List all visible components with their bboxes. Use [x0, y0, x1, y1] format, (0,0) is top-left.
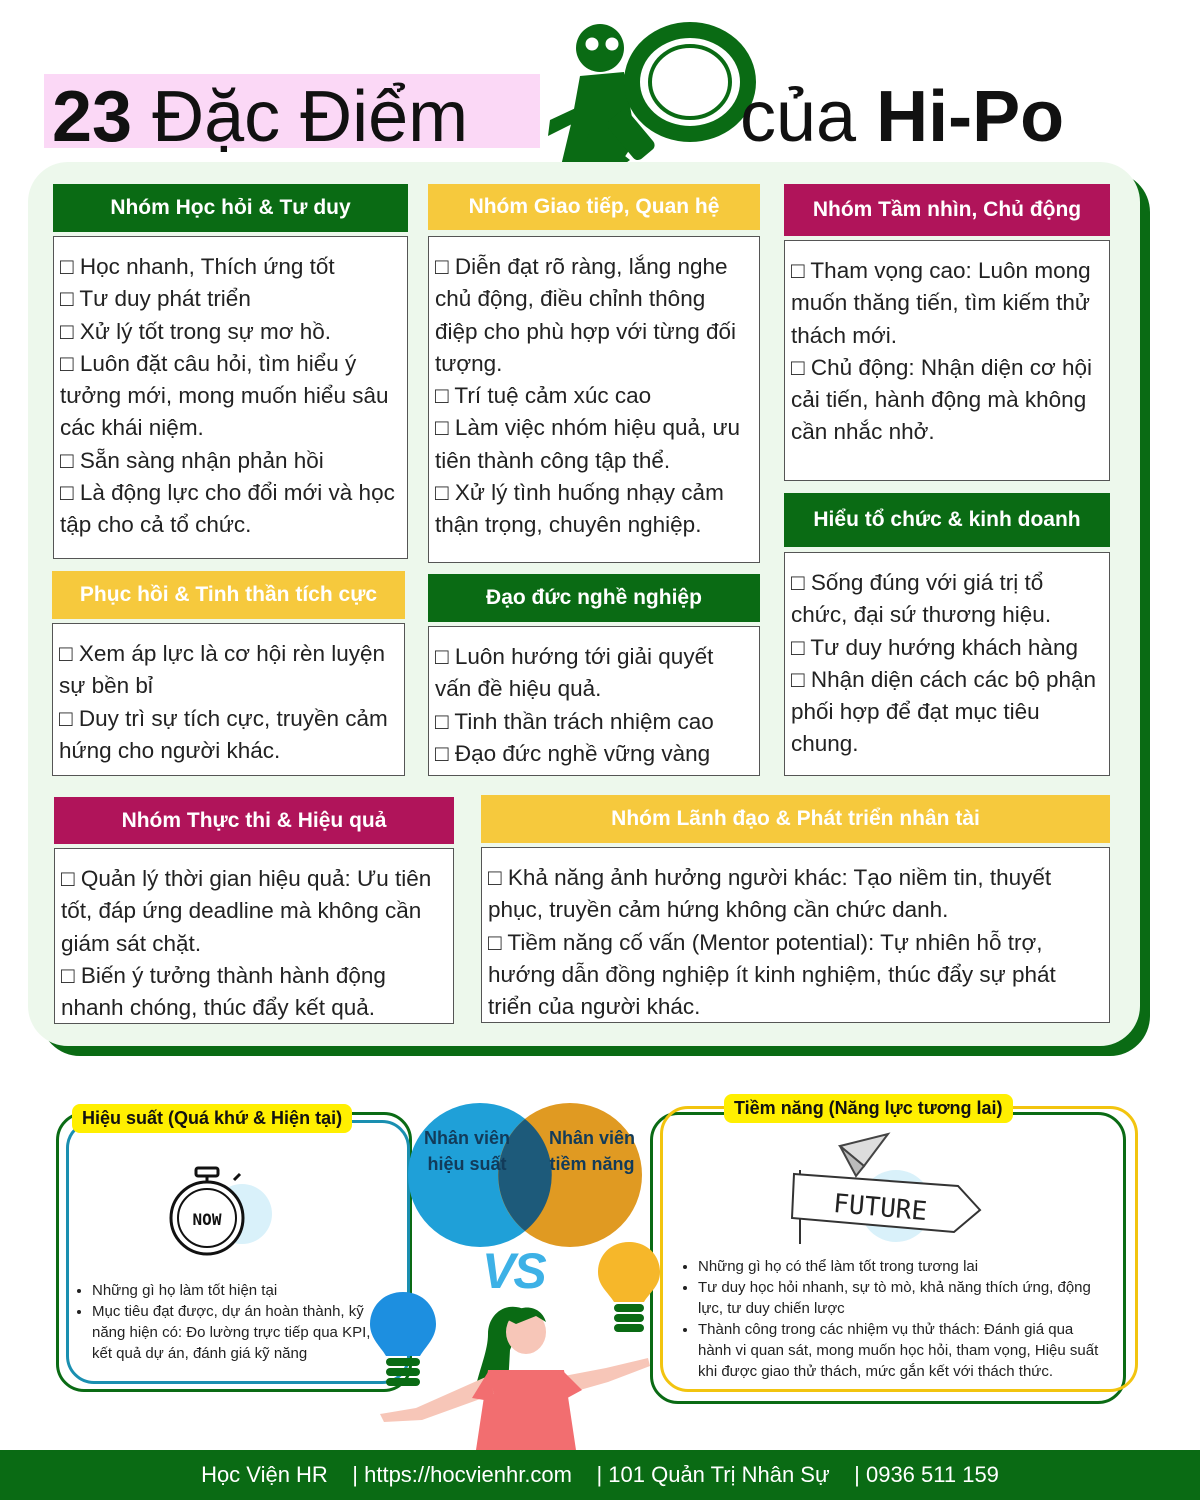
list-item: □ Tinh thần trách nhiệm cao: [435, 708, 714, 734]
list-item: • Những gì họ có thể làm tốt trong tương lai: [698, 1256, 1108, 1277]
page-title-right: [740, 72, 1064, 162]
future-label: FUTURE: [832, 1188, 929, 1228]
group-header-communication: Nhóm Giao tiếp, Quan hệ: [428, 184, 760, 230]
group-header-leadership: Nhóm Lãnh đạo & Phát triển nhân tài: [481, 795, 1110, 843]
footer-course: | 101 Quản Trị Nhân Sự: [596, 1462, 830, 1487]
list-item: • Những gì họ làm tốt hiện tại: [92, 1280, 372, 1301]
list-item: □ Tư duy phát triển: [60, 286, 251, 312]
list-item: □ Sẵn sàng nhận phản hồi: [60, 447, 324, 473]
list-item: □ Diễn đạt rõ ràng, lắng nghe chủ động, điều chỉnh thông điệp cho phù hợp với từng đối tượng.: [435, 254, 737, 376]
future-sign-icon: [780, 1126, 990, 1246]
group-box-learning: [53, 236, 408, 559]
list-item: □ Tham vọng cao: Luôn mong muốn thăng tiến, tìm kiếm thử thách mới.: [791, 258, 1091, 348]
list-item: • Mục tiêu đạt được, dự án hoàn thành, kỹ năng hiện có: Đo lường trực tiếp qua KPI, kết quả dự án, đánh giá kỹ năng: [92, 1301, 372, 1364]
group-header-ethics: Đạo đức nghề nghiệp: [428, 574, 760, 622]
performance-tag: Hiệu suất (Quá khứ & Hiện tại): [72, 1104, 352, 1133]
list-item: □ Chủ động: Nhận diện cơ hội cải tiến, hành động mà không cần nhắc nhở.: [791, 354, 1093, 445]
list-item: □ Xử lý tình huống nhạy cảm thận trọng, chuyên nghiệp.: [435, 480, 724, 538]
list-item: □ Tiềm năng cố vấn (Mentor potential): Tự nhiên hỗ trợ, hướng dẫn đồng nghiệp ít kinh nghiệm, thúc đẩy sự phát triển của người khác.: [488, 929, 1056, 1020]
list-item: □ Luôn đặt câu hỏi, tìm hiểu ý tưởng mới, mong muốn hiểu sâu các khái niệm.: [60, 350, 389, 441]
title-part2: của: [740, 77, 877, 157]
group-box-leadership: [481, 847, 1110, 1023]
title-number: 23: [52, 77, 133, 157]
person-illustration-icon: [376, 1290, 666, 1450]
title-part3: Hi-Po: [876, 77, 1065, 157]
list-item: □ Luôn hướng tới giải quyết vấn đề hiệu quả.: [435, 644, 714, 702]
venn-right-label: Nhân viên tiềm năng: [548, 1128, 636, 1174]
group-box-resilience: [52, 623, 405, 776]
group-header-business: Hiểu tổ chức & kinh doanh: [784, 493, 1110, 547]
group-box-communication: [428, 236, 760, 563]
group-box-vision: [784, 240, 1110, 481]
group-box-execution: [54, 848, 454, 1024]
list-item: • Tư duy học hỏi nhanh, sự tò mò, khả năng thích ứng, động lực, tư duy chiến lược: [698, 1277, 1108, 1319]
list-item: □ Sống đúng với giá trị tổ chức, đại sứ thương hiệu.: [791, 570, 1052, 628]
group-box-ethics: [428, 626, 760, 776]
group-header-execution: Nhóm Thực thi & Hiệu quả: [54, 797, 454, 844]
now-label: NOW: [192, 1210, 222, 1229]
potential-tag: Tiềm năng (Năng lực tương lai): [724, 1094, 1013, 1123]
list-item: □ Duy trì sự tích cực, truyền cảm hứng cho người khác.: [59, 705, 388, 763]
list-item: □ Xem áp lực là cơ hội rèn luyện sự bền bỉ: [59, 641, 386, 699]
list-item: • Thành công trong các nhiệm vụ thử thách: Đánh giá qua hành vi quan sát, mong muốn học hỏi, tham vọng, Hiệu suất khi được giao thử thách, mức gắn kết với thách thức.: [698, 1319, 1108, 1382]
group-box-business: [784, 552, 1110, 776]
list-item: □ Khả năng ảnh hưởng người khác: Tạo niềm tin, thuyết phục, truyền cảm hứng không cần chức danh.: [488, 865, 1052, 923]
group-header-vision: Nhóm Tầm nhìn, Chủ động: [784, 184, 1110, 236]
list-item: □ Quản lý thời gian hiệu quả: Ưu tiên tốt, đáp ứng deadline mà không cần giám sát chặt.: [61, 866, 432, 956]
venn-left-label: Nhân viên hiệu suất: [423, 1128, 511, 1174]
list-item: □ Biến ý tưởng thành hành động nhanh chóng, thúc đẩy kết quả.: [61, 962, 386, 1021]
list-item: □ Là động lực cho đổi mới và học tập cho cả tổ chức.: [60, 480, 395, 538]
footer-org: Học Viện HR: [201, 1462, 328, 1487]
list-item: □ Xử lý tốt trong sự mơ hồ.: [60, 318, 332, 344]
footer: [0, 1450, 1200, 1500]
list-item: □ Tư duy hướng khách hàng: [791, 634, 1078, 660]
page-title-left: [52, 72, 468, 162]
performance-list: [72, 1280, 372, 1364]
title-part1: Đặc Điểm: [132, 77, 469, 157]
potential-list: [678, 1256, 1108, 1382]
list-item: □ Trí tuệ cảm xúc cao: [435, 383, 652, 409]
stopwatch-icon: [160, 1160, 276, 1260]
list-item: □ Đạo đức nghề vững vàng: [435, 740, 711, 766]
footer-phone: | 0936 511 159: [854, 1462, 999, 1487]
list-item: □ Nhận diện cách các bộ phận phối hợp để đạt mục tiêu chung.: [791, 666, 1097, 757]
detective-magnifier-icon: [520, 10, 760, 170]
vs-label: VS: [482, 1243, 545, 1299]
group-header-resilience: Phục hồi & Tinh thần tích cực: [52, 571, 405, 619]
footer-url[interactable]: | https://hocvienhr.com: [352, 1462, 572, 1487]
list-item: □ Làm việc nhóm hiệu quả, ưu tiên thành công tập thể.: [435, 415, 741, 473]
group-header-learning: Nhóm Học hỏi & Tư duy: [53, 184, 408, 232]
list-item: □ Học nhanh, Thích ứng tốt: [60, 254, 335, 279]
